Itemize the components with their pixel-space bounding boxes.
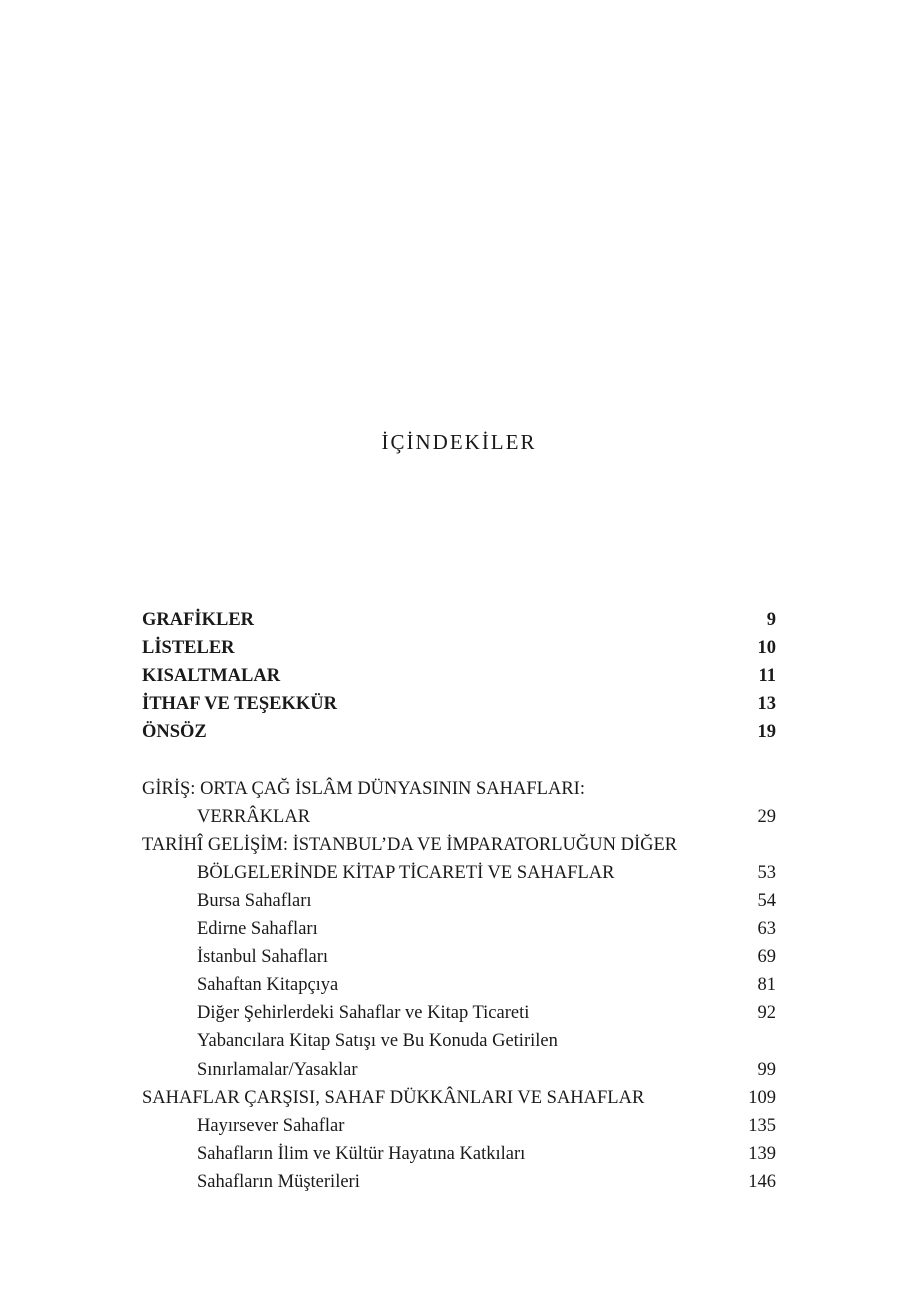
toc-entry-label: LİSTELER xyxy=(142,638,235,659)
toc-page-number: 63 xyxy=(757,919,776,940)
toc-row-sahaflar-carsisi[interactable] xyxy=(142,1084,776,1112)
toc-page-number: 53 xyxy=(757,862,776,883)
toc-entry-label: İstanbul Sahafları xyxy=(197,947,328,968)
toc-row-istanbul[interactable] xyxy=(142,943,776,971)
section-spacer xyxy=(142,746,776,774)
toc-page-number: 19 xyxy=(757,722,776,743)
toc-row-ithaf[interactable] xyxy=(142,690,776,718)
toc-row-sahaftan[interactable] xyxy=(142,971,776,999)
toc-page-number: 11 xyxy=(758,666,776,687)
toc-page-number: 13 xyxy=(757,694,776,715)
toc-entry-label: SAHAFLAR ÇARŞISI, SAHAF DÜKKÂNLARI VE SAHAFLAR xyxy=(142,1087,645,1108)
toc-entry-label: ÖNSÖZ xyxy=(142,722,207,743)
toc-row-yabancilara[interactable] xyxy=(142,1027,776,1055)
toc-entry-label: VERRÂKLAR xyxy=(197,806,311,827)
toc-entry-label: Bursa Sahafları xyxy=(197,890,312,911)
toc-row-kisaltmalar[interactable] xyxy=(142,662,776,690)
toc-entry-label: Edirne Sahafları xyxy=(197,919,318,940)
toc-row-giris[interactable] xyxy=(142,775,776,803)
toc-row-grafikler[interactable] xyxy=(142,606,776,634)
toc-row-diger-sehirler[interactable] xyxy=(142,999,776,1027)
toc-entry-label: Sahafların İlim ve Kültür Hayatına Katkıları xyxy=(197,1143,526,1164)
toc-page-number: 9 xyxy=(766,610,776,630)
toc-row-yabancilara-cont[interactable] xyxy=(142,1056,776,1084)
toc-entry-label: BÖLGELERİNDE KİTAP TİCARETİ VE SAHAFLAR xyxy=(197,862,615,883)
toc-entry-label: TARİHÎ GELİŞİM: İSTANBUL’DA VE İMPARATORLUĞUN DİĞER xyxy=(142,834,678,855)
toc-entry-label: Sahafların Müşterileri xyxy=(197,1171,360,1192)
toc-page-number: 10 xyxy=(757,638,776,659)
toc-row-musteriler[interactable] xyxy=(142,1168,776,1196)
toc-entry-label: GRAFİKLER xyxy=(142,610,255,630)
toc-row-tarihi-gelisim[interactable] xyxy=(142,831,776,859)
toc-page-number: 99 xyxy=(757,1059,776,1080)
toc-page-number: 69 xyxy=(757,947,776,968)
toc-row-hayirsever[interactable] xyxy=(142,1112,776,1140)
toc-row-listeler[interactable] xyxy=(142,634,776,662)
toc-entry-label: Diğer Şehirlerdeki Sahaflar ve Kitap Ticareti xyxy=(197,1003,530,1024)
toc-entry-label: Yabancılara Kitap Satışı ve Bu Konuda Getirilen xyxy=(197,1031,558,1052)
toc-entry-label: KISALTMALAR xyxy=(142,666,281,687)
toc-entry-label: Hayırsever Sahaflar xyxy=(197,1115,345,1136)
toc-entry-label: Sınırlamalar/Yasaklar xyxy=(197,1059,358,1080)
toc-entry-label: GİRİŞ: ORTA ÇAĞ İSLÂM DÜNYASININ SAHAFLARI: xyxy=(142,778,585,799)
toc-row-ilim-kultur[interactable] xyxy=(142,1140,776,1168)
table-of-contents xyxy=(142,606,776,1196)
toc-row-tarihi-gelisim-cont[interactable] xyxy=(142,859,776,887)
toc-page-number: 81 xyxy=(757,975,776,996)
toc-page-number: 146 xyxy=(748,1171,776,1192)
toc-page-number: 92 xyxy=(757,1003,776,1024)
toc-page-number: 139 xyxy=(748,1143,776,1164)
toc-entry-label: Sahaftan Kitapçıya xyxy=(197,975,339,996)
page-title: İÇİNDEKİLER xyxy=(381,430,537,454)
toc-row-giris-cont[interactable] xyxy=(142,803,776,831)
toc-page-number: 135 xyxy=(748,1115,776,1136)
toc-page-number: 109 xyxy=(748,1087,776,1108)
toc-entry-label: İTHAF VE TEŞEKKÜR xyxy=(142,694,337,715)
toc-page-number: 54 xyxy=(757,890,776,911)
toc-row-bursa[interactable] xyxy=(142,887,776,915)
toc-page-number: 29 xyxy=(757,806,776,827)
toc-row-edirne[interactable] xyxy=(142,915,776,943)
toc-row-onsoz[interactable] xyxy=(142,718,776,746)
